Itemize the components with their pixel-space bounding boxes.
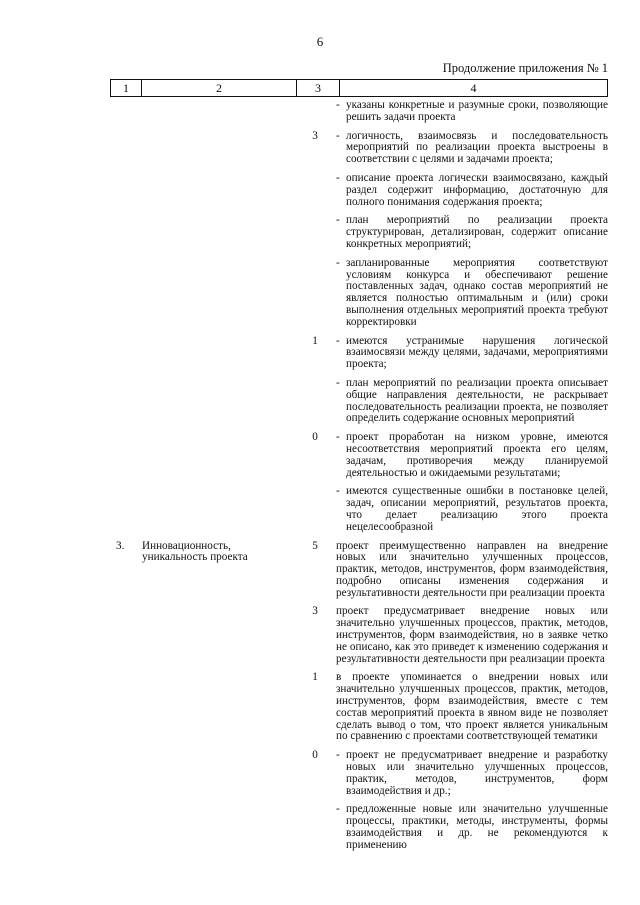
header-col-3: 3 (297, 80, 340, 96)
criterion-description (336, 606, 608, 665)
row-number (110, 131, 140, 166)
list-item (336, 378, 608, 425)
table-row (110, 173, 608, 208)
list-item (336, 486, 608, 533)
table-row (110, 606, 608, 665)
criterion-description (336, 215, 608, 250)
dash-marker: - (336, 214, 340, 227)
dash-marker: - (336, 256, 340, 269)
row-number (110, 432, 140, 479)
description-text: проект проработан на низком уровне, имеются несоответствия мероприятий проекта его целям, задачам, противоречия между планируемой деятельностью и ожидаемыми результатами; (346, 431, 608, 479)
row-number (110, 672, 140, 743)
row-number (110, 100, 140, 124)
row-number: 3. (116, 539, 125, 552)
table-row (110, 378, 608, 425)
list-item (336, 804, 608, 851)
dash-marker: - (336, 99, 340, 111)
table-header (110, 79, 608, 97)
criterion-description (336, 750, 608, 797)
criterion-name (140, 804, 294, 851)
criterion-name (140, 336, 294, 371)
list-item (336, 541, 608, 600)
description-text: проект не предусматривает внедрение и разработку новых или значительно улучшенных процессов, практик, методов, инструментов, форм взаимодействия и др.; (346, 749, 608, 797)
list-item (336, 100, 608, 124)
description-text: указаны конкретные и разумные сроки, позволяющие решить задачи проекта (346, 99, 608, 123)
dash-marker: - (336, 431, 340, 444)
dash-marker: - (336, 485, 340, 498)
score-value (294, 215, 336, 250)
criterion-description (336, 336, 608, 371)
table-row (110, 258, 608, 329)
table-row (110, 432, 608, 479)
header-col-2: 2 (142, 80, 297, 96)
list-item (336, 258, 608, 329)
criterion-name (140, 258, 294, 329)
criterion-description (336, 804, 608, 851)
score-value: 0 (312, 431, 318, 444)
table-row (110, 541, 608, 600)
description-text: план мероприятий по реализации проекта описывает общие направления деятельности, не раскрывает последовательность реализации проекта, не позволяет определить содержание основных мероприятий (346, 376, 608, 425)
criterion-name (140, 672, 294, 743)
description-text: план мероприятий по реализации проекта структурирован, детализирован, содержит описание конкретных мероприятий; (346, 214, 608, 250)
criterion-description (336, 378, 608, 425)
dash-marker: - (336, 171, 340, 184)
list-item (336, 131, 608, 166)
description-text: имеются устранимые нарушения логической взаимосвязи между целями, задачами, мероприятиями проекта; (346, 334, 608, 371)
criterion-description (336, 541, 608, 600)
criterion-name (140, 378, 294, 425)
score-value: 1 (312, 671, 318, 684)
criterion-description (336, 672, 608, 743)
page-number: 6 (316, 34, 324, 49)
criterion-description (336, 100, 608, 124)
dash-marker: - (336, 749, 340, 762)
score-value (294, 486, 336, 533)
table-row (110, 486, 608, 533)
score-value: 1 (312, 334, 318, 347)
table-row (110, 215, 608, 250)
header-col-4: 4 (470, 80, 477, 95)
table-body (110, 100, 608, 852)
score-value: 0 (312, 749, 318, 762)
dash-marker: - (336, 334, 340, 347)
score-value: 5 (312, 539, 318, 552)
description-text: запланированные мероприятия соответствуют условиям конкурса и обеспечивают решение поставленных задач, однако состав мероприятий не является полностью оптимальным и (или) сроки выполнения отдельных мероприятий проекта требуют корректировки (346, 256, 608, 328)
criterion-description (336, 173, 608, 208)
score-value: 3 (312, 605, 318, 618)
score-value (294, 258, 336, 329)
dash-marker: - (336, 376, 340, 389)
table-row (110, 100, 608, 124)
row-number (110, 750, 140, 797)
criterion-description (336, 258, 608, 329)
score-value (294, 173, 336, 208)
row-number (110, 258, 140, 329)
criterion-name (140, 131, 294, 166)
list-item (336, 215, 608, 250)
criterion-name (140, 100, 294, 124)
score-value (294, 804, 336, 851)
row-number (110, 215, 140, 250)
criterion-name (140, 486, 294, 533)
criterion-name (140, 432, 294, 479)
score-value (294, 378, 336, 425)
table-row (110, 336, 608, 371)
list-item (336, 432, 608, 479)
score-value (294, 100, 336, 124)
criterion-description (336, 131, 608, 166)
row-number (110, 606, 140, 665)
description-text: логичность, взаимосвязь и последовательность мероприятий по реализации проекта выстроены в соответствии с целями и задачами проекта; (346, 129, 608, 166)
table-row (110, 804, 608, 851)
criterion-name (140, 750, 294, 797)
description-text: в проекте упоминается о внедрении новых или значительно улучшенных процессов, практик, методов, инструментов, форм взаимодействия, вместе с тем состав мероприятий проекта в явном виде не позволяет сделать вывод о том, что проект является уникальным по сравнению с проектами соответствующей тематики (336, 671, 608, 743)
list-item (336, 173, 608, 208)
continuation-label: Продолжение приложения № 1 (442, 61, 608, 75)
row-number (110, 486, 140, 533)
score-value: 3 (312, 129, 318, 142)
description-text: проект предусматривает внедрение новых или значительно улучшенных процессов, практик, методов, инструментов, форм взаимодействия, но в заявке четко не описано, как это приведет к изменению содержания и результативности деятельности при реализации проекта (336, 605, 608, 665)
dash-marker: - (336, 129, 340, 142)
criterion-name (140, 173, 294, 208)
table-row (110, 750, 608, 797)
header-col-1: 1 (111, 80, 142, 96)
table-row (110, 672, 608, 743)
list-item (336, 750, 608, 797)
description-text: проект преимущественно направлен на внедрение новых или значительно улучшенных процессов, практик, методов, инструментов, форм взаимодействия, подробно описаны изменения содержания и результативности деятельности при реализации проекта (336, 539, 608, 599)
row-number (110, 336, 140, 371)
row-number (110, 378, 140, 425)
criterion-name (140, 215, 294, 250)
row-number (110, 173, 140, 208)
row-number (110, 804, 140, 851)
description-text: предложенные новые или значительно улучшенные процессы, практики, методы, инструменты, формы взаимодействия и др. не рекомендуются к применению (346, 803, 608, 851)
list-item (336, 336, 608, 371)
list-item (336, 672, 608, 743)
table-row (110, 131, 608, 166)
dash-marker: - (336, 803, 340, 816)
list-item (336, 606, 608, 665)
description-text: имеются существенные ошибки в постановке целей, задач, описании мероприятий, результатов проекта, что делает реализацию этого проекта нецелесообразной (346, 485, 608, 533)
criterion-description (336, 432, 608, 479)
criterion-name: Инновационность, уникальность проекта (142, 539, 248, 564)
criterion-description (336, 486, 608, 533)
criterion-name (140, 606, 294, 665)
description-text: описание проекта логически взаимосвязано, каждый раздел содержит информацию, достаточную для полного понимания содержания проекта; (346, 171, 608, 208)
